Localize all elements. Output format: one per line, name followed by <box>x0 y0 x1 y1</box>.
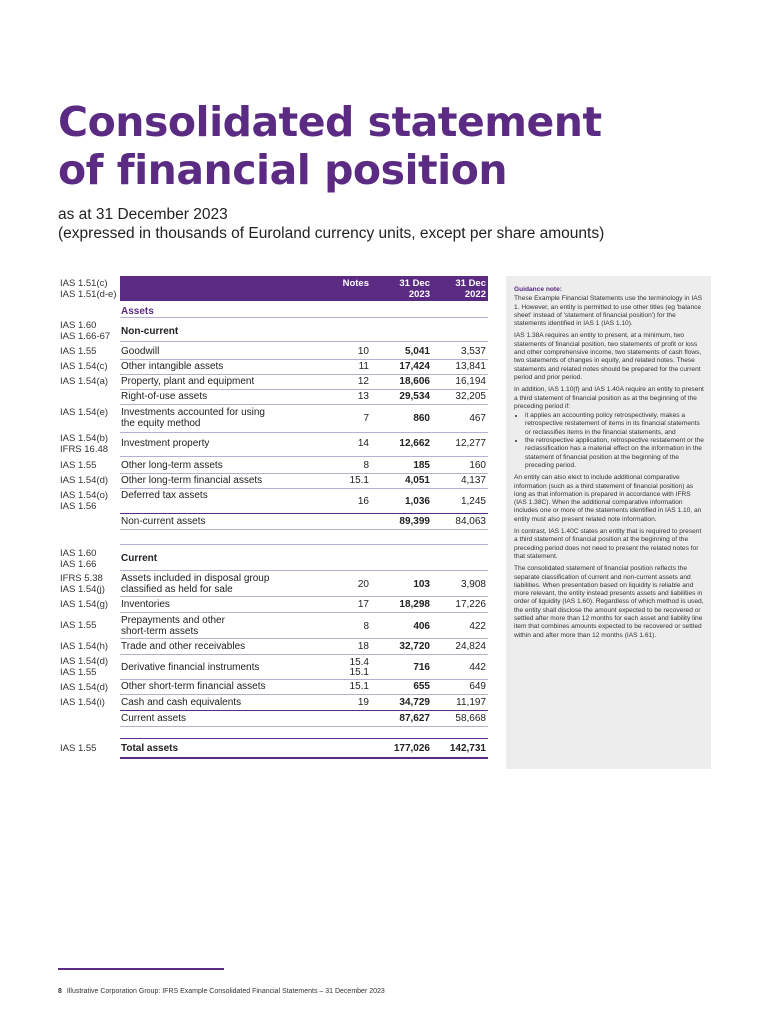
ref: IAS 1.51(c) <box>60 278 108 289</box>
row-value-2022: 467 <box>469 413 486 424</box>
row-note: 16 <box>357 496 369 507</box>
row-value-2023: 655 <box>413 681 430 692</box>
ref: IAS 1.56 <box>60 501 97 512</box>
row-label-continued: classified as held for sale <box>121 584 233 595</box>
ref: IAS 1.54(d) <box>60 682 109 693</box>
row-value-2022: 11,197 <box>456 697 486 708</box>
guidance-bullet-list <box>514 412 704 470</box>
row-note: 12 <box>357 376 369 387</box>
ref: IAS 1.54(e) <box>60 407 109 418</box>
row-label: Right-of-use assets <box>121 391 208 402</box>
row-value-2023: 185 <box>413 460 430 471</box>
row-value-2022: 32,205 <box>455 391 486 402</box>
subtitle-date: as at 31 December 2023 <box>58 206 228 223</box>
divider <box>120 513 488 514</box>
noncurrent-heading: Non-current <box>121 326 179 337</box>
total-value-2023: 177,026 <box>393 743 430 754</box>
row-label: Cash and cash equivalents <box>121 697 242 708</box>
assets-heading: Assets <box>121 306 154 317</box>
ref: IAS 1.54(i) <box>60 697 105 708</box>
footer-text: Illustrative Corporation Group: IFRS Example Consolidated Financial Statements – 31 December 2023 <box>66 988 385 995</box>
row-value-2023: 406 <box>413 621 430 632</box>
ref: IAS 1.54(o) <box>60 490 109 501</box>
divider <box>120 679 488 680</box>
row-value-2022: 160 <box>469 460 486 471</box>
page-footer <box>58 988 385 995</box>
ref: IAS 1.60 <box>60 548 97 559</box>
row-label: Other intangible assets <box>121 361 224 372</box>
divider <box>120 374 488 375</box>
row-note: 8 <box>363 621 369 632</box>
row-value-2022: 1,245 <box>460 496 486 507</box>
row-value-2022: 24,824 <box>455 641 486 652</box>
row-label-continued: the equity method <box>121 418 201 429</box>
header-2023-b: 2023 <box>408 289 430 300</box>
row-label: Other short-term financial assets <box>121 681 266 692</box>
row-label: Assets included in disposal group <box>121 573 270 584</box>
row-label: Trade and other receivables <box>121 641 246 652</box>
guidance-bullet: • it applies an accounting policy retrospectively, makes a retrospective restatement of items in its financial statements or reclassifies items in the financial statements, and <box>525 412 704 437</box>
row-label: Derivative financial instruments <box>121 662 260 673</box>
header-notes: Notes <box>342 278 369 289</box>
row-value-2023: 34,729 <box>399 697 430 708</box>
row-value-2023: 32,720 <box>399 641 430 652</box>
title-line-2: of financial position <box>58 146 508 194</box>
guidance-note-panel <box>506 276 711 769</box>
row-value-2022: 3,908 <box>460 579 486 590</box>
subtitle-units: (expressed in thousands of Euroland currency units, except per share amounts) <box>58 225 605 242</box>
row-value-2022: 4,137 <box>460 475 486 486</box>
ref: IAS 1.55 <box>60 460 97 471</box>
ref: IFRS 16.48 <box>60 444 109 455</box>
divider <box>120 726 488 727</box>
ref: IAS 1.55 <box>60 667 97 678</box>
subtotal-label: Non-current assets <box>121 516 206 527</box>
ref: IFRS 5.38 <box>60 573 103 584</box>
row-value-2022: 422 <box>469 621 486 632</box>
subtotal-label: Current assets <box>121 713 187 724</box>
ref: IAS 1.66-67 <box>60 331 111 342</box>
divider <box>120 638 488 639</box>
footer-rule <box>58 968 224 970</box>
subtotal-value-2022: 84,063 <box>455 516 486 527</box>
divider <box>120 654 488 655</box>
row-value-2023: 17,424 <box>399 361 430 372</box>
row-value-2022: 442 <box>469 662 486 673</box>
divider <box>120 570 488 571</box>
divider <box>120 341 488 342</box>
row-note-secondary: 15.1 <box>349 667 369 678</box>
guidance-paragraph: IAS 1.38A requires an entity to present, at a minimum, two statements of financial position, two statements of profit or loss and other comprehensive income, two statements of cash flows, two statements of changes in equity, and related notes. These statements and related notes should be prepared for the current period and prior period. <box>514 332 702 381</box>
divider <box>120 359 488 360</box>
row-note: 11 <box>358 361 369 372</box>
row-note: 18 <box>357 641 369 652</box>
divider <box>120 432 488 433</box>
row-value-2022: 649 <box>469 681 486 692</box>
row-label: Prepayments and other <box>121 615 225 626</box>
table-header <box>120 276 488 301</box>
ref: IAS 1.51(d-e) <box>60 289 117 300</box>
row-note: 7 <box>363 413 369 424</box>
total-label: Total assets <box>121 743 179 754</box>
row-note: 17 <box>357 599 369 610</box>
row-label: Other long-term assets <box>121 460 223 471</box>
row-value-2022: 12,277 <box>455 438 486 449</box>
divider <box>120 757 488 759</box>
header-2023-a: 31 Dec <box>399 278 430 289</box>
ref: IAS 1.54(h) <box>60 641 109 652</box>
ref: IAS 1.55 <box>60 743 97 754</box>
row-value-2023: 18,606 <box>399 376 430 387</box>
ref: IAS 1.66 <box>60 559 97 570</box>
row-label: Goodwill <box>121 346 160 357</box>
guidance-title: Guidance note: <box>514 286 562 293</box>
guidance-paragraph: These Example Financial Statements use the terminology in IAS 1. However, an entity is permitted to use other titles (eg 'balance sheet' instead of 'statement of financial position') for the statements identified in IAS 1 (IAS 1.10). <box>514 295 703 328</box>
divider <box>120 389 488 390</box>
divider <box>120 710 488 711</box>
header-2022-b: 2022 <box>464 289 486 300</box>
row-note: 19 <box>357 697 369 708</box>
ref: IAS 1.60 <box>60 320 97 331</box>
ref: IAS 1.55 <box>60 620 97 631</box>
row-label: Other long-term financial assets <box>121 475 263 486</box>
ref: IAS 1.54(g) <box>60 599 109 610</box>
divider <box>120 612 488 613</box>
row-note: 15.1 <box>349 681 369 692</box>
row-note: 8 <box>363 460 369 471</box>
row-value-2023: 860 <box>413 413 430 424</box>
guidance-paragraph: The consolidated statement of financial position reflects the separate classification of current and non-current assets and liabilities. When presentation based on liquidity is reliable and more relevant, the entity instead presents assets and liabilities in order of liquidity (IAS 1.60). Regardless of which method is used, the entity shall disclose the amount expected to be recovered or settled after more than 12 months for each asset and liability line item that combines amounts expected to be recovered or settled within and after more than 12 months (IAS 1.61). <box>514 565 704 639</box>
guidance-paragraph: In addition, IAS 1.10(f) and IAS 1.40A require an entity to present a third statement of financial position as at the beginning of the preceding period if: <box>514 386 704 410</box>
row-value-2023: 103 <box>413 579 430 590</box>
row-label: Investments accounted for using <box>121 407 265 418</box>
total-value-2022: 142,731 <box>449 743 486 754</box>
row-label: Deferred tax assets <box>121 490 208 501</box>
subtotal-value-2023: 89,399 <box>399 516 430 527</box>
guidance-bullet: • the retrospective application, retrospective restatement or the reclassification has a material effect on the information in the statement of financial position at the beginning of the preceding period. <box>525 437 704 470</box>
title-line-1: Consolidated statement <box>58 98 602 146</box>
ref: IAS 1.54(a) <box>60 376 109 387</box>
row-value-2023: 12,662 <box>399 438 430 449</box>
row-note: 13 <box>357 391 369 402</box>
row-value-2022: 17,226 <box>455 599 486 610</box>
ref: IAS 1.55 <box>60 346 97 357</box>
row-note: 15.1 <box>349 475 369 486</box>
guidance-paragraph: An entity can also elect to include additional comparative information (such as a third statement of financial position) as long as that information is prepared in accordance with IFRS (IAS 1.38C). When the additional comparative information includes one or more of the statements identified in IAS 1.10, an entity must also present related note information. <box>514 474 702 523</box>
divider <box>120 317 488 318</box>
divider <box>120 738 488 739</box>
row-note: 10 <box>357 346 369 357</box>
row-value-2022: 13,841 <box>455 361 486 372</box>
divider <box>120 456 488 457</box>
divider <box>120 488 488 489</box>
subtotal-value-2022: 58,668 <box>455 713 486 724</box>
divider <box>120 404 488 405</box>
subtotal-value-2023: 87,627 <box>399 713 430 724</box>
row-label: Property, plant and equipment <box>121 376 255 387</box>
divider <box>120 473 488 474</box>
row-value-2023: 18,298 <box>399 599 430 610</box>
row-note: 15.4 <box>349 657 369 668</box>
row-label-continued: short-term assets <box>121 626 199 637</box>
divider <box>120 596 488 597</box>
row-value-2023: 4,051 <box>404 475 430 486</box>
divider <box>120 694 488 695</box>
ref: IAS 1.54(d) <box>60 475 109 486</box>
page-subtitle <box>58 205 604 243</box>
row-value-2023: 29,534 <box>399 391 430 402</box>
row-value-2023: 1,036 <box>404 496 430 507</box>
ref: IAS 1.54(j) <box>60 584 105 595</box>
row-note: 20 <box>357 579 369 590</box>
row-label: Investment property <box>121 438 210 449</box>
divider <box>120 529 488 530</box>
ref: IAS 1.54(b) <box>60 433 109 444</box>
ref: IAS 1.54(c) <box>60 361 108 372</box>
row-note: 14 <box>357 438 369 449</box>
header-2022-a: 31 Dec <box>455 278 486 289</box>
row-value-2023: 5,041 <box>404 346 430 357</box>
page-title <box>58 98 602 194</box>
row-value-2023: 716 <box>413 662 430 673</box>
row-label: Inventories <box>121 599 170 610</box>
current-heading: Current <box>121 553 158 564</box>
row-value-2022: 3,537 <box>460 346 486 357</box>
divider <box>120 544 488 545</box>
page-number: 8 <box>58 988 62 995</box>
row-value-2022: 16,194 <box>455 376 486 387</box>
ref: IAS 1.54(d) <box>60 656 109 667</box>
guidance-paragraph: In contrast, IAS 1.40C states an entity that is required to present a third statement of financial position at the beginning of the preceding period does not need to present the related notes for that statement. <box>514 528 702 560</box>
